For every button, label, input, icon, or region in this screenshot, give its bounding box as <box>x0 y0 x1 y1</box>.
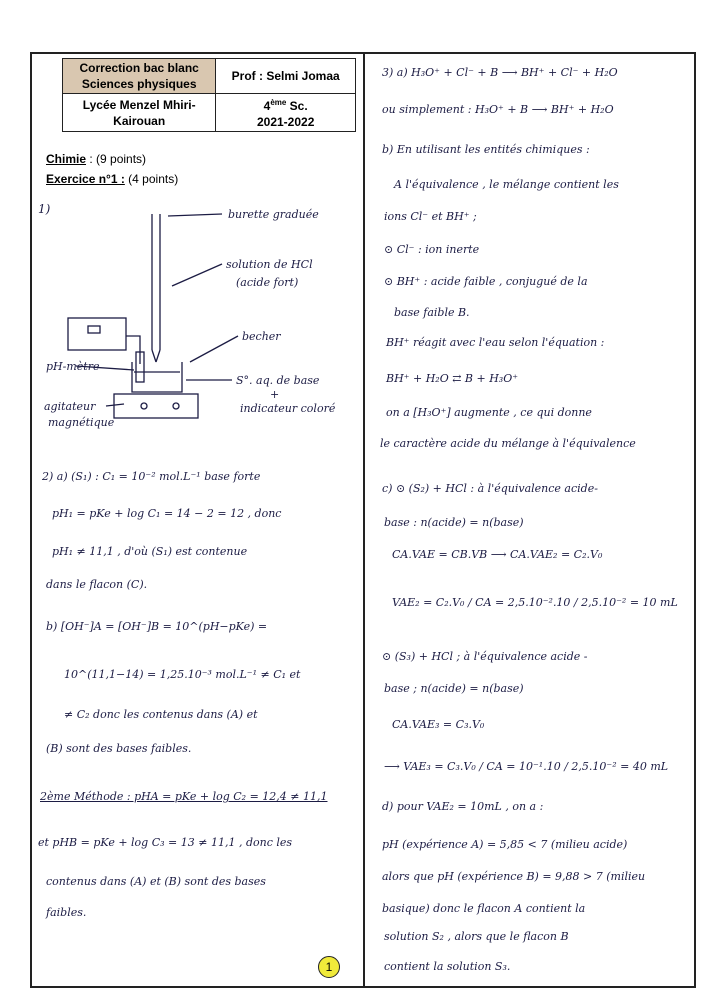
right-line-8: base faible B. <box>394 306 470 319</box>
beaker <box>132 362 182 392</box>
ph-meter-display <box>88 326 100 333</box>
right-line-10: BH⁺ + H₂O ⇄ B + H₃O⁺ <box>386 372 519 385</box>
right-line-24: basique) donc le flacon A contient la <box>382 902 586 915</box>
right-line-21: d) pour VAE₂ = 10mL , on a : <box>382 800 544 813</box>
left-line-2: pH₁ = pKe + log C₁ = 14 − 2 = 12 , donc <box>52 507 282 520</box>
right-line-9: BH⁺ réagit avec l'eau selon l'équation : <box>386 336 605 349</box>
right-line-16: VAE₂ = C₂.V₀ / CA = 2,5.10⁻².10 / 2,5.10⁻² = 10 mL <box>392 596 678 609</box>
right-line-26: contient la solution S₃. <box>384 960 511 973</box>
ph-meter-box <box>68 318 126 350</box>
left-line-3: pH₁ ≠ 11,1 , d'où (S₁) est contenue <box>52 545 248 558</box>
exercise-heading <box>46 172 178 186</box>
label-indicateur: indicateur coloré <box>240 402 336 415</box>
right-line-12: le caractère acide du mélange à l'équivalence <box>380 437 636 450</box>
label-burette: burette graduée <box>228 208 319 221</box>
arrow-burette <box>168 214 222 216</box>
chimie-points: : (9 points) <box>86 152 147 166</box>
right-line-6: ⊙ Cl⁻ : ion inerte <box>384 243 480 256</box>
left-line-7: ≠ C₂ donc les contenus dans (A) et <box>64 708 258 721</box>
titration-diagram <box>36 200 358 440</box>
left-line-11: contenus dans (A) et (B) sont des bases <box>46 875 266 888</box>
question-1-label: 1) <box>38 202 51 216</box>
prof-cell: Prof : Selmi Jomaa <box>216 59 356 94</box>
column-divider <box>363 52 365 988</box>
right-line-25: solution S₂ , alors que le flacon B <box>384 930 569 943</box>
label-ph-metre: pH-mètre <box>46 360 100 373</box>
right-line-1: 3) a) H₃O⁺ + Cl⁻ + B ⟶ BH⁺ + Cl⁻ + H₂O <box>382 66 618 79</box>
left-line-8: (B) sont des bases faibles. <box>46 742 192 755</box>
school-line2: Kairouan <box>113 113 166 128</box>
course-title-cell <box>63 59 216 94</box>
course-title-line1: Correction bac blanc <box>79 61 199 75</box>
burette-tip-left <box>152 350 156 362</box>
school-year: 2021-2022 <box>256 115 315 129</box>
left-line-6: 10^(11,1−14) = 1,25.10⁻³ mol.L⁻¹ ≠ C₁ et <box>64 668 301 681</box>
school-cell <box>63 94 216 132</box>
right-line-14: base : n(acide) = n(base) <box>384 516 524 529</box>
magnetic-stirrer <box>114 394 198 418</box>
label-becher: becher <box>242 330 281 343</box>
label-solution-base: S°. aq. de base <box>236 374 320 387</box>
stirrer-knob-left <box>141 403 147 409</box>
label-plus: + <box>270 388 280 401</box>
arrow-agitateur <box>106 404 124 406</box>
right-line-18: base ; n(acide) = n(base) <box>384 682 524 695</box>
stirrer-knob-right <box>173 403 179 409</box>
chimie-label: Chimie <box>46 152 87 166</box>
label-solution-hcl-sub: (acide fort) <box>236 276 299 289</box>
right-line-22: pH (expérience A) = 5,85 < 7 (milieu acide) <box>382 838 628 851</box>
right-line-5: ions Cl⁻ et BH⁺ ; <box>384 210 477 223</box>
right-line-11: on a [H₃O⁺] augmente , ce qui donne <box>386 406 592 419</box>
right-line-13: c) ⊙ (S₂) + HCl : à l'équivalence acide- <box>382 482 598 495</box>
right-line-19: CA.VAE₃ = C₃.V₀ <box>392 718 485 731</box>
level-number: 4 <box>263 99 271 113</box>
label-magnetique: magnétique <box>48 416 115 429</box>
header-table <box>62 58 356 132</box>
left-line-4: dans le flacon (C). <box>46 578 148 591</box>
left-line-1: 2) a) (S₁) : C₁ = 10⁻² mol.L⁻¹ base forte <box>42 470 261 483</box>
arrow-hcl <box>172 264 222 286</box>
right-line-17: ⊙ (S₃) + HCl ; à l'équivalence acide - <box>382 650 588 663</box>
level-suffix: Sc. <box>286 99 308 113</box>
right-line-15: CA.VAE = CB.VB ⟶ CA.VAE₂ = C₂.V₀ <box>392 548 603 561</box>
left-line-12: faibles. <box>46 906 87 919</box>
electrode-cable <box>126 336 140 364</box>
course-title-line2: Sciences physiques <box>81 77 197 91</box>
label-agitateur: agitateur <box>44 400 96 413</box>
level-superscript: ème <box>270 98 287 107</box>
exercise-points: (4 points) <box>124 172 179 186</box>
arrow-becher <box>190 336 238 362</box>
left-line-10: et pHB = pKe + log C₃ = 13 ≠ 11,1 , donc les <box>38 836 293 849</box>
exercise-label: Exercice n°1 : <box>46 172 125 186</box>
page-number: 1 <box>318 956 340 978</box>
right-line-23: alors que pH (expérience B) = 9,88 > 7 (milieu <box>382 870 646 883</box>
right-line-7: ⊙ BH⁺ : acide faible , conjugué de la <box>384 275 588 288</box>
right-line-4: A l'équivalence , le mélange contient les <box>394 178 619 191</box>
right-line-20: ⟶ VAE₃ = C₃.V₀ / CA = 10⁻¹.10 / 2,5.10⁻² = 40 mL <box>384 760 669 773</box>
left-line-5: b) [OH⁻]A = [OH⁻]B = 10^(pH−pKe) = <box>46 620 268 633</box>
school-line1: Lycée Menzel Mhiri- <box>82 97 196 112</box>
right-line-3: b) En utilisant les entités chimiques : <box>382 143 590 156</box>
burette-tip-right <box>156 350 160 362</box>
right-line-2: ou simplement : H₃O⁺ + B ⟶ BH⁺ + H₂O <box>382 103 614 116</box>
level-year-cell <box>216 94 356 132</box>
label-solution-hcl: solution de HCl <box>226 258 313 271</box>
left-line-9: 2ème Méthode : pHA = pKe + log C₂ = 12,4 ≠ 11,1 <box>40 790 328 803</box>
chimie-heading <box>46 152 146 166</box>
